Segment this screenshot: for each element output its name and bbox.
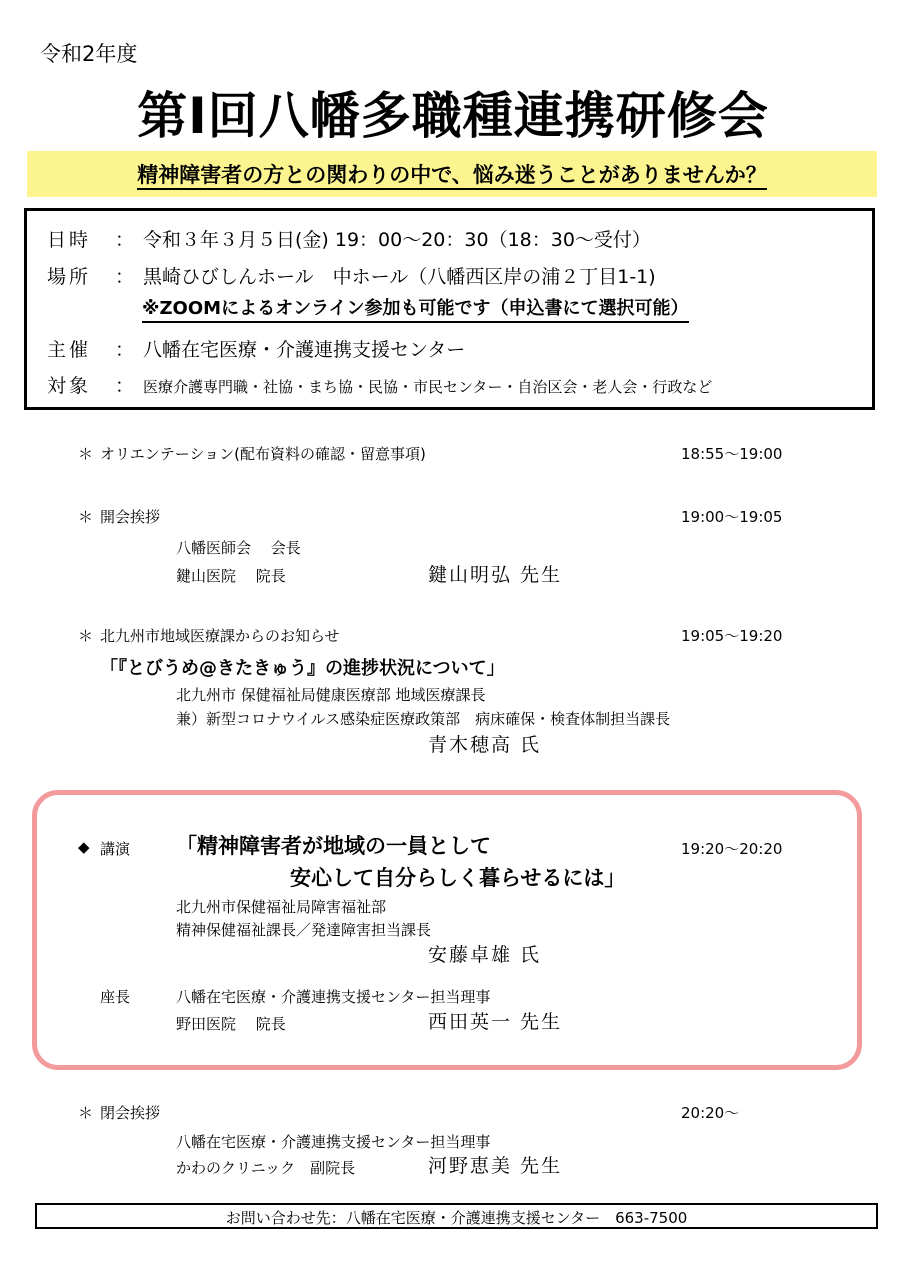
host-row [47, 335, 465, 362]
datetime-row [47, 225, 651, 252]
colon: ： [115, 266, 135, 288]
place-value: 黒崎ひびしんホール 中ホール（八幡西区岸の浦２丁目1-1) [143, 266, 656, 288]
opening-label: 開会挨拶 [100, 508, 161, 526]
contact-footer [35, 1203, 878, 1229]
host-value: 八幡在宅医療・介護連携支援センター [143, 339, 466, 361]
opening-speaker: 鍵山明弘 先生 [428, 564, 563, 586]
banner-question: 精神障害者の方との関わりの中で、悩み迷うことがありませんか？ [137, 163, 767, 190]
target-row [47, 371, 712, 398]
chair-speaker: 西田英一 先生 [428, 1011, 563, 1033]
lecture-time: 19:20～20:20 [681, 840, 783, 858]
colon: ： [115, 229, 135, 251]
contact-text: お問い合わせ先：八幡在宅医療・介護連携支援センター 663-7500 [225, 1209, 688, 1227]
chair-role2: 野田医院 院長 [176, 1015, 286, 1033]
host-label: 主催 [47, 339, 92, 361]
notice-label: 北九州市地域医療課からのお知らせ [100, 627, 340, 645]
notice-role1: 北九州市 保健福祉局健康医療部 地域医療課長 [176, 686, 486, 704]
lecture-speaker: 安藤卓雄 氏 [428, 944, 542, 966]
zoom-note: ※ZOOMによるオンライン参加も可能です（申込書にて選択可能） [142, 297, 689, 323]
closing-role2: かわのクリニック 副院長 [176, 1159, 356, 1177]
datetime-value: 令和３年３月５日(金) 19：00～20：30（18：30～受付） [143, 229, 651, 251]
lecture-title-line1: 「精神障害者が地域の一員として [176, 834, 491, 858]
target-value: 医療介護専門職・社協・まち協・民協・市民センター・自治区会・老人会・行政など [143, 378, 713, 396]
target-label: 対象 [47, 375, 92, 397]
orientation-label: オリエンテーション(配布資料の確認・留意事項) [100, 445, 426, 463]
closing-role1: 八幡在宅医療・介護連携支援センター担当理事 [176, 1133, 491, 1151]
opening-role1: 八幡医師会 会長 [176, 539, 301, 557]
place-row [47, 262, 656, 289]
closing-speaker: 河野恵美 先生 [428, 1155, 563, 1177]
lecture-title-line2: 安心して自分らしく暮らせるには」 [290, 866, 626, 890]
opening-time: 19:00～19:05 [681, 508, 783, 526]
place-label: 場所 [47, 266, 92, 288]
notice-marker: ＊ [78, 627, 94, 645]
closing-marker: ＊ [78, 1104, 94, 1122]
notice-speaker: 青木穂高 氏 [428, 734, 542, 756]
lecture-label: 講演 [100, 840, 131, 858]
closing-label: 閉会挨拶 [100, 1104, 161, 1122]
chair-label: 座長 [100, 988, 131, 1006]
chair-role1: 八幡在宅医療・介護連携支援センター担当理事 [176, 988, 491, 1006]
notice-time: 19:05～19:20 [681, 627, 783, 645]
opening-marker: ＊ [78, 508, 94, 526]
notice-topic: 「『とびうめ@きたきゅう』の進捗状況について」 [100, 658, 505, 679]
orientation-marker: ＊ [78, 445, 94, 463]
fiscal-year: 令和2年度 [40, 42, 138, 66]
question-banner [27, 151, 877, 197]
colon: ： [115, 375, 135, 397]
notice-role2: 兼）新型コロナウイルス感染症医療政策部 病床確保・検査体制担当課長 [176, 710, 671, 728]
lecture-role2: 精神保健福祉課長／発達障害担当課長 [176, 921, 432, 939]
opening-role2: 鍵山医院 院長 [176, 567, 286, 585]
lecture-role1: 北九州市保健福祉局障害福祉部 [176, 898, 387, 916]
closing-time: 20:20～ [681, 1104, 740, 1122]
event-info-box [24, 208, 875, 410]
lecture-marker: ◆ [78, 838, 90, 856]
colon: ： [115, 339, 135, 361]
page-title: 第Ⅰ回八幡多職種連携研修会 [137, 87, 769, 145]
orientation-time: 18:55～19:00 [681, 445, 783, 463]
datetime-label: 日時 [47, 229, 92, 251]
